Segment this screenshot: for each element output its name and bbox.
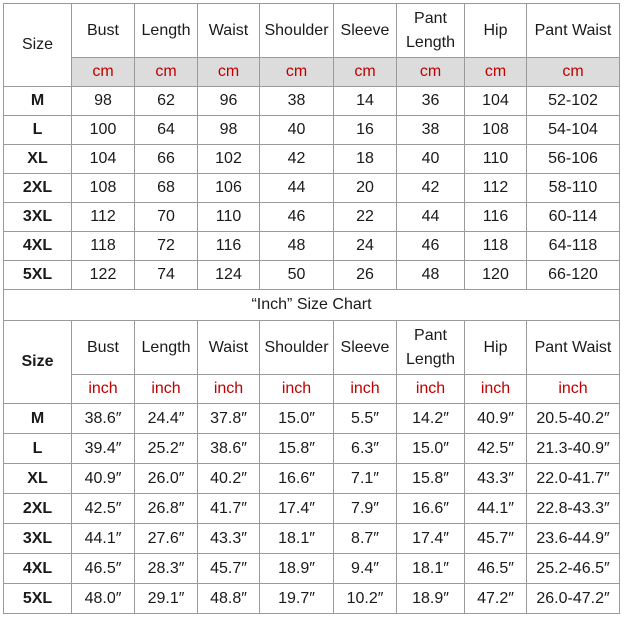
value-cell: 7.9″	[334, 494, 397, 524]
value-cell: 42.5″	[465, 434, 527, 464]
value-cell: 16	[334, 116, 397, 145]
column-header-text: Hip	[483, 338, 508, 356]
value-cell: 15.8″	[397, 464, 465, 494]
value-cell: 72	[135, 232, 198, 261]
value-cell: 124	[198, 261, 260, 290]
value-cell: 16.6″	[397, 494, 465, 524]
value-cell: 22.8-43.3″	[527, 494, 620, 524]
column-header	[527, 321, 620, 375]
unit-cell: inch	[198, 375, 260, 404]
value-cell: 14.2″	[397, 404, 465, 434]
value-cell: 44	[260, 174, 334, 203]
value-cell: 50	[260, 261, 334, 290]
size-label: XL	[4, 145, 72, 174]
unit-cell: cm	[527, 58, 620, 87]
unit-cell: inch	[260, 375, 334, 404]
size-label: L	[4, 116, 72, 145]
unit-cell: cm	[465, 58, 527, 87]
value-cell: 26.0-47.2″	[527, 584, 620, 614]
value-cell: 110	[198, 203, 260, 232]
value-cell: 68	[135, 174, 198, 203]
value-cell: 40.9″	[72, 464, 135, 494]
value-cell: 108	[465, 116, 527, 145]
value-cell: 18	[334, 145, 397, 174]
section-title-row	[4, 290, 620, 321]
size-label: 3XL	[4, 203, 72, 232]
value-cell: 118	[72, 232, 135, 261]
value-cell: 25.2″	[135, 434, 198, 464]
value-cell: 7.1″	[334, 464, 397, 494]
value-cell: 48.0″	[72, 584, 135, 614]
column-header	[465, 321, 527, 375]
value-cell: 9.4″	[334, 554, 397, 584]
column-header-text: Hip	[483, 21, 508, 39]
column-header-text: Shoulder	[264, 338, 329, 356]
value-cell: 116	[465, 203, 527, 232]
column-header-text: Bust	[86, 338, 119, 356]
value-cell: 66	[135, 145, 198, 174]
value-cell: 44.1″	[465, 494, 527, 524]
column-header	[198, 321, 260, 375]
table-row	[4, 203, 620, 232]
value-cell: 25.2-46.5″	[527, 554, 620, 584]
column-header	[135, 4, 198, 58]
table-row	[4, 434, 620, 464]
value-cell: 15.0″	[260, 404, 334, 434]
value-cell: 45.7″	[198, 554, 260, 584]
value-cell: 23.6-44.9″	[527, 524, 620, 554]
table-row	[4, 524, 620, 554]
cm_table-header-row	[4, 4, 620, 58]
value-cell: 26.8″	[135, 494, 198, 524]
column-header	[334, 4, 397, 58]
value-cell: 112	[72, 203, 135, 232]
size-label: M	[4, 404, 72, 434]
table-row	[4, 261, 620, 290]
value-cell: 41.7″	[198, 494, 260, 524]
column-header-text: Length	[406, 350, 455, 368]
column-header	[72, 321, 135, 375]
value-cell: 18.1″	[260, 524, 334, 554]
value-cell: 108	[72, 174, 135, 203]
value-cell: 27.6″	[135, 524, 198, 554]
value-cell: 42	[260, 145, 334, 174]
value-cell: 8.7″	[334, 524, 397, 554]
table-row	[4, 87, 620, 116]
size-label: 4XL	[4, 554, 72, 584]
value-cell: 98	[198, 116, 260, 145]
column-header-text: Length	[141, 21, 191, 39]
value-cell: 16.6″	[260, 464, 334, 494]
unit-cell: cm	[72, 58, 135, 87]
column-header	[198, 4, 260, 58]
value-cell: 14	[334, 87, 397, 116]
column-header-text: Pant	[414, 326, 447, 344]
section-title: “Inch” Size Chart	[4, 290, 620, 321]
column-header	[260, 321, 334, 375]
value-cell: 29.1″	[135, 584, 198, 614]
unit-cell: inch	[334, 375, 397, 404]
value-cell: 118	[465, 232, 527, 261]
value-cell: 42	[397, 174, 465, 203]
column-header-text: Bust	[86, 21, 119, 39]
value-cell: 42.5″	[72, 494, 135, 524]
value-cell: 38	[397, 116, 465, 145]
value-cell: 26.0″	[135, 464, 198, 494]
value-cell: 47.2″	[465, 584, 527, 614]
value-cell: 44.1″	[72, 524, 135, 554]
column-header-text: Pant Waist	[534, 21, 612, 39]
value-cell: 43.3″	[198, 524, 260, 554]
unit-cell: inch	[465, 375, 527, 404]
table-row	[4, 116, 620, 145]
inch_table-unit-row	[4, 375, 620, 404]
size-table	[3, 3, 620, 614]
size-column-header: Size	[4, 321, 72, 404]
unit-cell: cm	[260, 58, 334, 87]
value-cell: 104	[465, 87, 527, 116]
unit-cell: inch	[397, 375, 465, 404]
column-header-text: Length	[141, 338, 191, 356]
table-row	[4, 145, 620, 174]
size-label: 4XL	[4, 232, 72, 261]
value-cell: 18.1″	[397, 554, 465, 584]
column-header	[397, 321, 465, 375]
column-header-text: Waist	[208, 21, 249, 39]
value-cell: 17.4″	[397, 524, 465, 554]
size-label: 2XL	[4, 174, 72, 203]
inch_table-header-row	[4, 321, 620, 375]
value-cell: 10.2″	[334, 584, 397, 614]
column-header-text: Length	[406, 33, 455, 51]
size-label: XL	[4, 464, 72, 494]
value-cell: 45.7″	[465, 524, 527, 554]
table-row	[4, 584, 620, 614]
value-cell: 122	[72, 261, 135, 290]
size-column-header: Size	[4, 4, 72, 87]
value-cell: 43.3″	[465, 464, 527, 494]
value-cell: 24	[334, 232, 397, 261]
value-cell: 39.4″	[72, 434, 135, 464]
value-cell: 46	[260, 203, 334, 232]
value-cell: 64-118	[527, 232, 620, 261]
value-cell: 18.9″	[397, 584, 465, 614]
value-cell: 40	[260, 116, 334, 145]
value-cell: 40	[397, 145, 465, 174]
value-cell: 26	[334, 261, 397, 290]
value-cell: 52-102	[527, 87, 620, 116]
value-cell: 38	[260, 87, 334, 116]
value-cell: 106	[198, 174, 260, 203]
value-cell: 56-106	[527, 145, 620, 174]
size-label: 3XL	[4, 524, 72, 554]
value-cell: 20.5-40.2″	[527, 404, 620, 434]
value-cell: 102	[198, 145, 260, 174]
column-header	[465, 4, 527, 58]
value-cell: 98	[72, 87, 135, 116]
column-header-text: Waist	[208, 338, 249, 356]
value-cell: 100	[72, 116, 135, 145]
value-cell: 58-110	[527, 174, 620, 203]
column-header-text: Sleeve	[340, 338, 390, 356]
value-cell: 19.7″	[260, 584, 334, 614]
unit-cell: inch	[135, 375, 198, 404]
value-cell: 70	[135, 203, 198, 232]
column-header	[72, 4, 135, 58]
value-cell: 112	[465, 174, 527, 203]
unit-cell: cm	[135, 58, 198, 87]
value-cell: 38.6″	[198, 434, 260, 464]
value-cell: 20	[334, 174, 397, 203]
value-cell: 46.5″	[465, 554, 527, 584]
table-row	[4, 404, 620, 434]
size-label: 5XL	[4, 584, 72, 614]
value-cell: 15.0″	[397, 434, 465, 464]
column-header	[334, 321, 397, 375]
value-cell: 48	[397, 261, 465, 290]
value-cell: 60-114	[527, 203, 620, 232]
value-cell: 44	[397, 203, 465, 232]
column-header	[135, 321, 198, 375]
value-cell: 21.3-40.9″	[527, 434, 620, 464]
value-cell: 120	[465, 261, 527, 290]
value-cell: 110	[465, 145, 527, 174]
size-label: 2XL	[4, 494, 72, 524]
table-row	[4, 554, 620, 584]
value-cell: 6.3″	[334, 434, 397, 464]
value-cell: 24.4″	[135, 404, 198, 434]
value-cell: 15.8″	[260, 434, 334, 464]
value-cell: 104	[72, 145, 135, 174]
value-cell: 5.5″	[334, 404, 397, 434]
size-chart	[3, 3, 619, 614]
value-cell: 48.8″	[198, 584, 260, 614]
value-cell: 22.0-41.7″	[527, 464, 620, 494]
table-row	[4, 494, 620, 524]
unit-cell: inch	[72, 375, 135, 404]
size-label: 5XL	[4, 261, 72, 290]
column-header-text: Shoulder	[264, 21, 329, 39]
value-cell: 54-104	[527, 116, 620, 145]
value-cell: 74	[135, 261, 198, 290]
column-header-text: Sleeve	[340, 21, 390, 39]
table-row	[4, 232, 620, 261]
size-label: L	[4, 434, 72, 464]
value-cell: 40.2″	[198, 464, 260, 494]
column-header	[260, 4, 334, 58]
value-cell: 46.5″	[72, 554, 135, 584]
value-cell: 22	[334, 203, 397, 232]
value-cell: 62	[135, 87, 198, 116]
value-cell: 64	[135, 116, 198, 145]
unit-cell: inch	[527, 375, 620, 404]
value-cell: 116	[198, 232, 260, 261]
column-header-text: Pant Waist	[534, 338, 612, 356]
value-cell: 40.9″	[465, 404, 527, 434]
table-row	[4, 174, 620, 203]
value-cell: 38.6″	[72, 404, 135, 434]
value-cell: 66-120	[527, 261, 620, 290]
value-cell: 18.9″	[260, 554, 334, 584]
size-label: M	[4, 87, 72, 116]
value-cell: 37.8″	[198, 404, 260, 434]
value-cell: 46	[397, 232, 465, 261]
value-cell: 28.3″	[135, 554, 198, 584]
unit-cell: cm	[198, 58, 260, 87]
value-cell: 48	[260, 232, 334, 261]
column-header	[527, 4, 620, 58]
column-header-text: Pant	[414, 9, 447, 27]
unit-cell: cm	[334, 58, 397, 87]
table-row	[4, 464, 620, 494]
value-cell: 36	[397, 87, 465, 116]
value-cell: 96	[198, 87, 260, 116]
cm_table-unit-row	[4, 58, 620, 87]
value-cell: 17.4″	[260, 494, 334, 524]
column-header	[397, 4, 465, 58]
unit-cell: cm	[397, 58, 465, 87]
